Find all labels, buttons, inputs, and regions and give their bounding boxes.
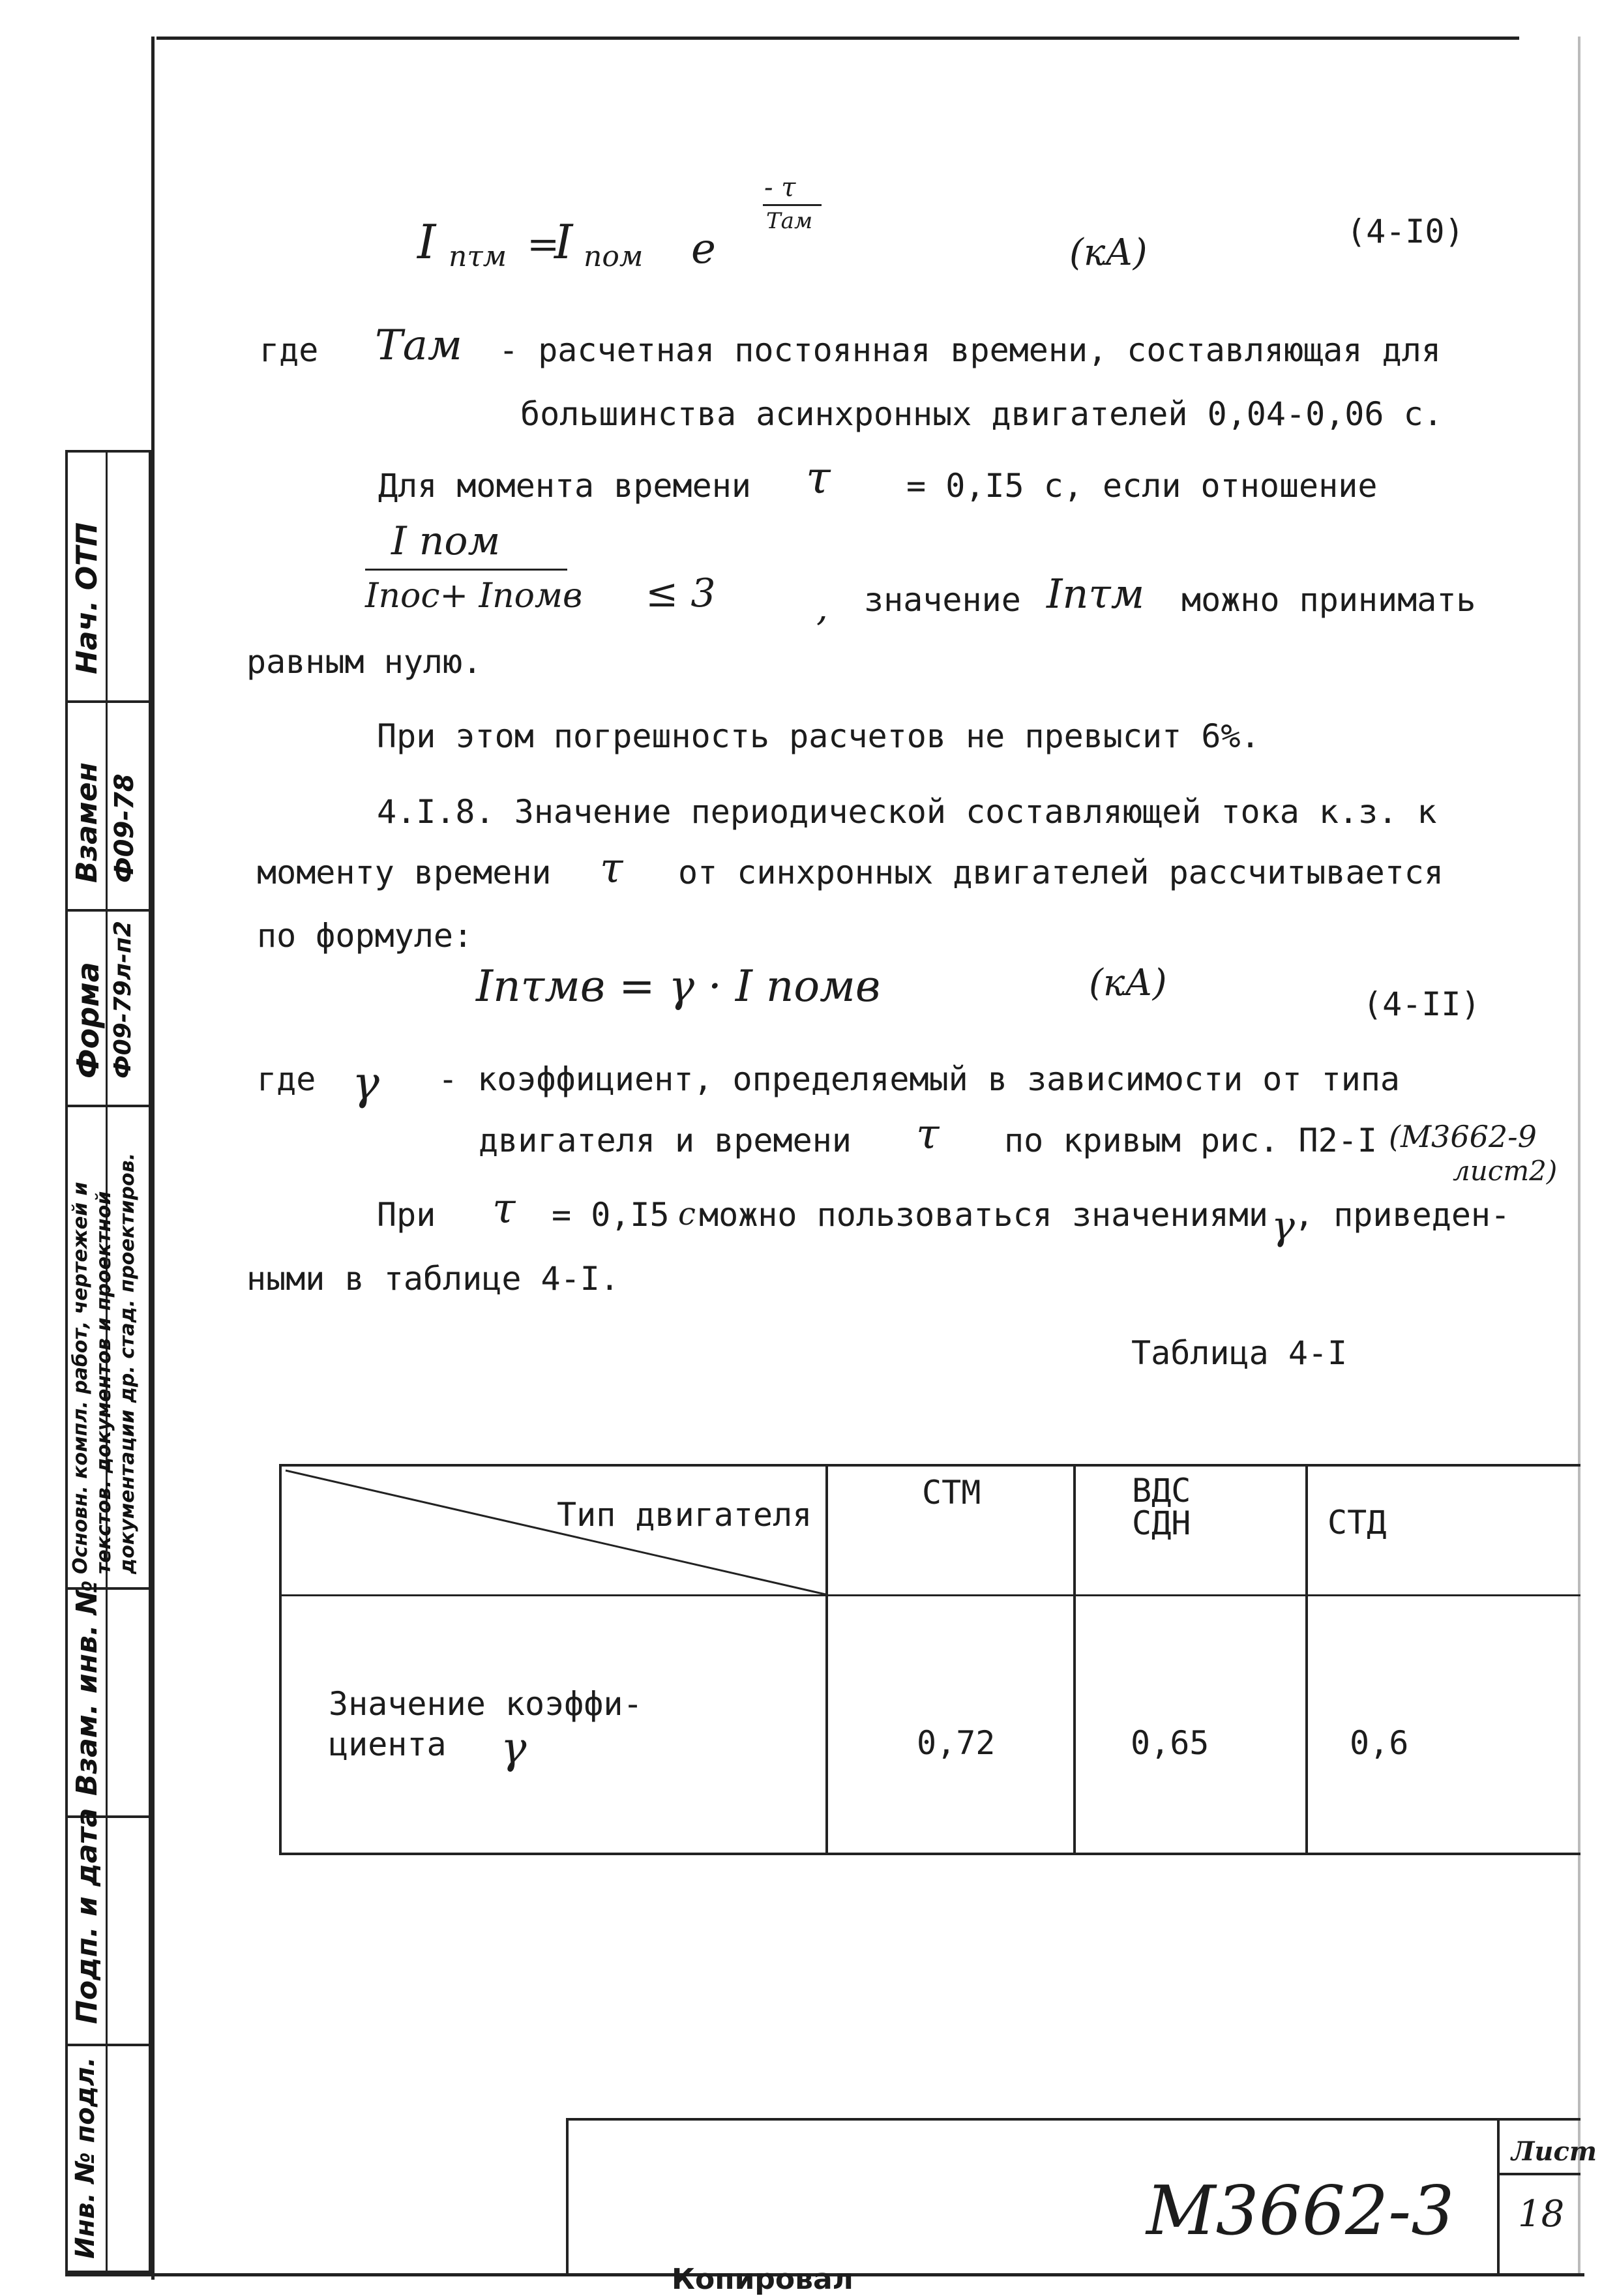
pri-e: , приведен- bbox=[1294, 1196, 1511, 1234]
table-corner-label: Тип двигателя bbox=[557, 1496, 812, 1534]
strip-row-2 bbox=[68, 909, 149, 912]
bottom-stamp: Копировал bbox=[672, 2263, 853, 2296]
sheet-label: Лист bbox=[1511, 2136, 1597, 2167]
strip-row-6 bbox=[68, 2044, 149, 2046]
pri-d: можно пользоваться значениями bbox=[699, 1196, 1268, 1234]
ratio-denominator: Iпос+ Iпомв bbox=[365, 576, 583, 616]
formula-exp-num: - τ bbox=[764, 173, 796, 203]
where-2-line-2b: по кривым рис. П2-I bbox=[1004, 1122, 1377, 1159]
strip-forma-value: Ф09-79л-п2 bbox=[110, 920, 136, 1079]
frame-top-border bbox=[156, 37, 1519, 40]
where-2-note-a: (М3662-9 bbox=[1389, 1119, 1537, 1154]
where-label: где bbox=[260, 331, 319, 369]
tau-symbol-3: τ bbox=[916, 1111, 940, 1159]
gamma-symbol-2: γ bbox=[1271, 1203, 1295, 1249]
formula-eq: = bbox=[527, 222, 560, 267]
strip-row-3 bbox=[68, 1105, 149, 1107]
pri-b: = 0,I5 bbox=[552, 1196, 670, 1234]
title-block-top bbox=[566, 2118, 1580, 2121]
where-2-line-2a: двигателя и времени bbox=[479, 1122, 852, 1159]
strip-podp-data: Подп. и дата bbox=[70, 1808, 104, 2024]
formula-4-11-number: (4-II) bbox=[1363, 985, 1481, 1023]
formula-4-11-unit: (кА) bbox=[1089, 962, 1167, 1004]
table-row-gamma: γ bbox=[501, 1723, 527, 1773]
ratio-line-2: равным нулю. bbox=[246, 643, 482, 681]
formula-exp-fraction-line bbox=[763, 204, 822, 206]
table-row-label-1: Значение коэффи- bbox=[329, 1685, 643, 1723]
pri-c: с bbox=[678, 1196, 696, 1232]
table-col-divider-3 bbox=[1305, 1464, 1308, 1855]
title-block-left bbox=[566, 2118, 569, 2274]
table-header-std: СТД bbox=[1328, 1504, 1387, 1542]
coefficient-table bbox=[279, 1464, 1580, 1855]
formula-4-11-expr: Iпτмв = γ · I помв bbox=[476, 961, 881, 1011]
para-418-line-1: 4.I.8. Значение периодической составляющей тока к.з. к bbox=[377, 793, 1437, 831]
ratio-text-b: можно принимать bbox=[1181, 581, 1476, 619]
frame-right-border bbox=[1578, 37, 1580, 2273]
where-label-2: где bbox=[257, 1060, 316, 1098]
table-col-divider-2 bbox=[1073, 1464, 1076, 1855]
formula-rhs: I bbox=[554, 215, 573, 269]
ratio-numerator: I пом bbox=[391, 518, 501, 564]
formula-lhs: I bbox=[417, 215, 436, 269]
para-error: При этом погрешность расчетов не превысит 6%. bbox=[377, 717, 1260, 755]
table-header-vds-sdn: ВДС СДН bbox=[1132, 1472, 1191, 1542]
where-line-2: большинства асинхронных двигателей 0,04-0,06 с. bbox=[520, 395, 1443, 433]
title-block bbox=[566, 2118, 1597, 2274]
formula-rhs-sub: пом bbox=[584, 240, 644, 273]
table-value-std: 0,6 bbox=[1350, 1724, 1409, 1762]
formula-unit: (кА) bbox=[1069, 231, 1148, 274]
strip-forma: Форма bbox=[70, 962, 106, 1079]
para-418-line-2b: от синхронных двигателей рассчитывается bbox=[678, 854, 1444, 891]
moment-text-b: = 0,I5 с, если отношение bbox=[906, 467, 1378, 505]
pri-a: При bbox=[377, 1196, 436, 1234]
strip-osnov-line-1: Основн. компл. работ, чертежей и bbox=[69, 1182, 92, 1574]
where-line-1: - расчетная постоянная времени, составляющая для bbox=[499, 331, 1441, 369]
table-row-label-2: циента bbox=[329, 1725, 447, 1763]
ratio-fraction-line bbox=[365, 569, 567, 571]
table-caption: Таблица 4-I bbox=[1131, 1334, 1348, 1372]
ratio-relation: ≤ 3 bbox=[645, 571, 716, 616]
formula-base-e: e bbox=[691, 225, 716, 273]
bottom-stamp-crop bbox=[672, 2263, 874, 2296]
table-bottom-border bbox=[279, 1853, 1580, 1855]
where-2-note-b: лист2) bbox=[1453, 1155, 1558, 1187]
ratio-text-a: значение bbox=[864, 581, 1021, 619]
tau-symbol: τ bbox=[806, 453, 831, 504]
table-value-stm: 0,72 bbox=[917, 1724, 996, 1762]
formula-exp-den: Tам bbox=[766, 208, 813, 234]
pri-line-2: ными в таблице 4-I. bbox=[246, 1260, 619, 1298]
strip-inv-podl: Инв. № подл. bbox=[70, 2057, 100, 2259]
title-block-sheet-divider bbox=[1497, 2173, 1580, 2175]
strip-vzam-inv: Взам. инв. № bbox=[70, 1580, 104, 1796]
strip-vzamen-value: Ф09-78 bbox=[110, 773, 140, 883]
where-2-line-1: - коэффициент, определяемый в зависимости от типа bbox=[438, 1060, 1401, 1098]
strip-row-1 bbox=[68, 700, 149, 703]
left-stamp-strip bbox=[65, 450, 151, 2273]
para-418-line-2a: моменту времени bbox=[257, 854, 552, 891]
sheet-number: 18 bbox=[1518, 2193, 1565, 2235]
strip-nach-otp: Нач. ОТП bbox=[70, 522, 104, 674]
strip-osnov-line-2: текстов. документов и проектной bbox=[93, 1191, 115, 1574]
formula-number: (4-I0) bbox=[1346, 213, 1464, 250]
ratio-symbol: Iпτм bbox=[1046, 570, 1145, 618]
strip-vzamen: Взамен bbox=[70, 762, 104, 883]
table-header-stm: СТМ bbox=[922, 1474, 981, 1512]
ratio-comma: , bbox=[816, 587, 828, 629]
tau-symbol-2: τ bbox=[600, 844, 623, 893]
tau-symbol-4: τ bbox=[492, 1185, 516, 1233]
moment-text-a: Для момента времени bbox=[378, 467, 751, 505]
symbol-tam: Tам bbox=[375, 321, 462, 370]
gamma-symbol: γ bbox=[352, 1056, 379, 1110]
table-value-vds-sdn: 0,65 bbox=[1131, 1724, 1209, 1762]
document-code: М3662-3 bbox=[1146, 2171, 1455, 2250]
strip-osnov-line-3: документации др. стад. проектиров. bbox=[116, 1152, 139, 1574]
frame-left-border bbox=[151, 37, 155, 2280]
formula-lhs-sub: пτм bbox=[449, 240, 507, 273]
title-block-divider bbox=[1497, 2118, 1500, 2274]
para-418-line-3: по формуле: bbox=[257, 917, 473, 955]
